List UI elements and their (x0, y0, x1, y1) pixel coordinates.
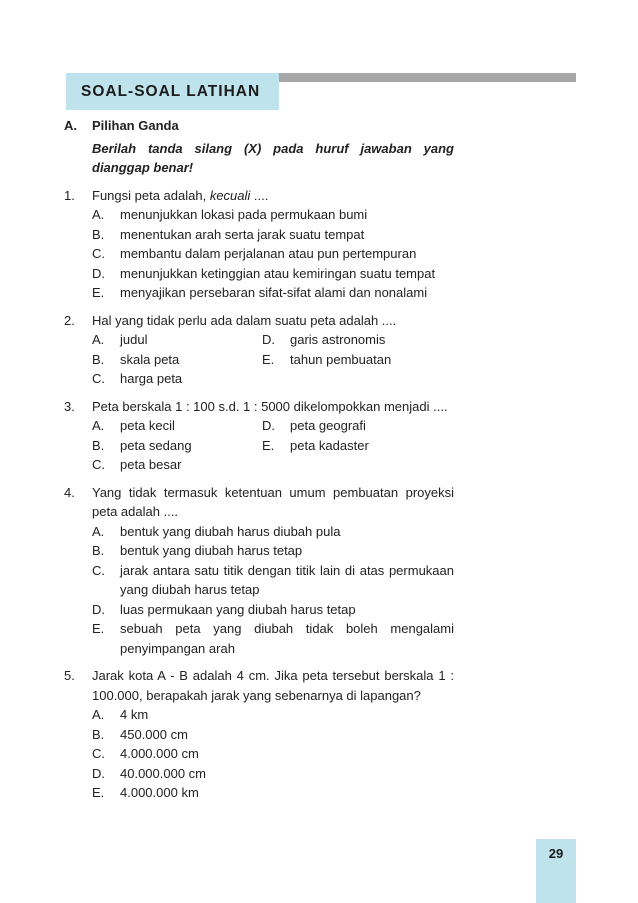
option-5e[interactable] (92, 783, 454, 803)
option-text: 4.000.000 km (120, 785, 199, 800)
option-4e[interactable] (92, 619, 454, 658)
option-letter: A. (92, 332, 105, 347)
option-letter: C. (92, 246, 105, 261)
option-letter: A. (92, 207, 105, 222)
option-text: tahun pembuatan (290, 351, 392, 367)
option-text: menunjukkan ketinggian atau kemiringan suatu tempat (120, 265, 436, 281)
option-4b[interactable] (92, 541, 454, 561)
option-letter: A. (92, 523, 105, 539)
option-letter: C. (92, 562, 105, 578)
option-text: luas permukaan yang diubah harus tetap (120, 601, 356, 617)
option-text: 4.000.000 cm (120, 746, 199, 761)
option-letter: D. (92, 265, 105, 281)
question-1 (64, 186, 454, 303)
option-1b[interactable] (92, 225, 454, 245)
option-letter: D. (92, 601, 105, 617)
option-letter: B. (92, 226, 105, 242)
option-1a[interactable] (92, 205, 454, 225)
option-letter: C. (92, 746, 105, 761)
option-text: garis astronomis (290, 332, 386, 347)
option-2b[interactable] (92, 350, 262, 370)
option-3b[interactable] (92, 436, 262, 456)
option-text: jarak antara satu titik dengan titik lain di atas permukaan yang diubah harus tetap (120, 562, 454, 597)
exercise-content (64, 116, 454, 803)
section-heading (64, 116, 454, 136)
option-4d[interactable] (92, 600, 454, 620)
option-4c[interactable] (92, 561, 454, 600)
option-text: menunjukkan lokasi pada permukaan bumi (120, 207, 368, 222)
option-text: peta sedang (120, 437, 192, 453)
option-text: 4 km (120, 707, 149, 722)
option-1d[interactable] (92, 264, 454, 284)
option-text: skala peta (120, 351, 180, 367)
question-5 (64, 666, 454, 803)
section-letter: A. (64, 118, 77, 133)
option-letter: B. (92, 351, 105, 367)
question-2 (64, 311, 454, 389)
option-text: peta kadaster (290, 437, 369, 453)
option-letter: C. (92, 457, 105, 472)
question-text: Jarak kota A - B adalah 4 cm. Jika peta tersebut berskala 1 : 100.000, berapakah jarak yang sebenarnya di lapangan? (92, 668, 454, 703)
option-text: harga peta (120, 371, 183, 386)
option-2a[interactable] (92, 330, 262, 350)
option-text: judul (120, 332, 148, 347)
option-text: bentuk yang diubah harus diubah pula (120, 523, 341, 539)
option-text: peta besar (120, 457, 182, 472)
option-text: menyajikan persebaran sifat-sifat alami dan nonalami (120, 285, 428, 300)
question-text-part: .... (250, 187, 269, 203)
page-title: SOAL-SOAL LATIHAN (66, 73, 279, 110)
option-letter: E. (92, 785, 105, 800)
option-text: peta kecil (120, 418, 175, 433)
option-text: membantu dalam perjalanan atau pun pertempuran (120, 246, 417, 261)
option-letter: B. (92, 726, 105, 742)
question-text: Hal yang tidak perlu ada dalam suatu peta adalah .... (92, 312, 397, 328)
question-text-part: Fungsi peta adalah, (92, 187, 210, 203)
question-text: Peta berskala 1 : 100 s.d. 1 : 5000 dikelompokkan menjadi .... (92, 398, 448, 414)
option-3c[interactable] (92, 455, 262, 475)
option-5c[interactable] (92, 744, 454, 764)
option-letter: A. (92, 418, 105, 433)
option-letter: E. (262, 437, 275, 453)
option-3a[interactable] (92, 416, 262, 436)
question-text-emphasis: kecuali (209, 187, 251, 203)
question-number: 5. (64, 668, 75, 683)
question-text (92, 186, 454, 206)
option-5a[interactable] (92, 705, 454, 725)
option-text: peta geografi (290, 418, 366, 433)
option-text: 450.000 cm (120, 726, 188, 742)
option-5d[interactable] (92, 764, 454, 784)
option-2c[interactable] (92, 369, 262, 389)
option-letter: C. (92, 371, 105, 386)
question-3 (64, 397, 454, 475)
instruction-text: Berilah tanda silang (X) pada huruf jawaban yang dianggap benar! (92, 140, 454, 175)
option-3e[interactable] (262, 436, 454, 456)
option-letter: B. (92, 543, 105, 558)
option-letter: E. (92, 285, 105, 300)
question-4 (64, 483, 454, 659)
option-1c[interactable] (92, 244, 454, 264)
option-letter: E. (262, 351, 275, 367)
option-letter: D. (262, 332, 275, 347)
option-2e[interactable] (262, 350, 454, 370)
option-text: bentuk yang diubah harus tetap (120, 543, 303, 558)
section-title: Pilihan Ganda (92, 118, 179, 133)
option-4a[interactable] (92, 522, 454, 542)
page-number: 29 (536, 839, 576, 903)
option-letter: E. (92, 621, 105, 636)
option-2d[interactable] (262, 330, 454, 350)
question-text: Yang tidak termasuk ketentuan umum pembuatan proyeksi peta adalah .... (92, 484, 454, 519)
question-number: 4. (64, 484, 75, 500)
option-letter: B. (92, 437, 105, 453)
option-3d[interactable] (262, 416, 454, 436)
option-letter: D. (92, 765, 105, 781)
option-letter: A. (92, 707, 105, 722)
option-text: menentukan arah serta jarak suatu tempat (120, 226, 365, 242)
option-1e[interactable] (92, 283, 454, 303)
option-text: 40.000.000 cm (120, 765, 207, 781)
option-text: sebuah peta yang diubah tidak boleh mengalami penyimpangan arah (120, 621, 454, 656)
question-number: 1. (64, 187, 75, 203)
option-5b[interactable] (92, 725, 454, 745)
question-number: 3. (64, 398, 75, 414)
option-letter: D. (262, 418, 275, 433)
question-number: 2. (64, 312, 75, 328)
